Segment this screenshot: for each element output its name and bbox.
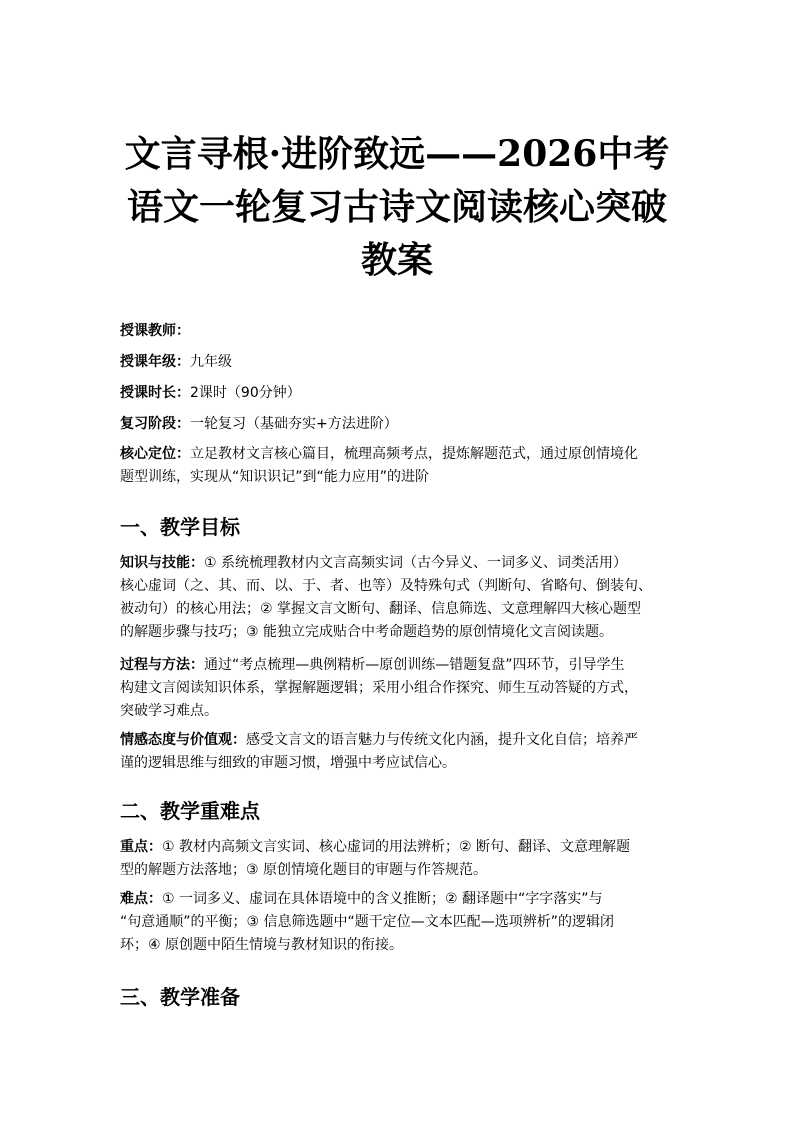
difficulty-points: [120, 888, 680, 957]
objective-emotion: [120, 729, 680, 775]
meta-teacher: [120, 320, 680, 343]
meta-stage: [120, 413, 680, 436]
difficulty-label: 难点：: [120, 891, 162, 907]
meta-position-line-1: 立足教材文言核心篇目，梳理高频考点，提炼解题范式，通过原创情境化: [190, 446, 638, 462]
process-line-3: 突破学习难点。: [120, 703, 218, 719]
emotion-line-2: 谨的逻辑思维与细致的审题习惯，增强中考应试信心。: [120, 755, 456, 771]
meta-duration-value: 2课时（90分钟）: [190, 385, 301, 401]
meta-duration: [120, 382, 680, 405]
section-heading-key-points: 二、教学重难点: [120, 799, 260, 823]
meta-grade-label: 授课年级：: [120, 354, 190, 370]
knowledge-line-2: 核心虚词（之、其、而、以、于、者、也等）及特殊句式（判断句、省略句、倒装句、: [120, 578, 652, 594]
meta-position-line-2: 题型训练，实现从“知识识记”到“能力应用”的进阶: [120, 469, 430, 485]
meta-grade-value: 九年级: [190, 354, 232, 370]
difficulty-line-1: ① 一词多义、虚词在具体语境中的含义推断；② 翻译题中“字字落实”与: [162, 891, 603, 907]
knowledge-line-1: ① 系统梳理教材内文言高频实词（古今异义、一词多义、词类活用）: [204, 555, 627, 571]
objective-process: [120, 654, 680, 723]
key-label: 重点：: [120, 839, 162, 855]
title-line-2: 语文一轮复习古诗文阅读核心突破: [126, 186, 667, 228]
section-heading-preparation: 三、教学准备: [120, 985, 240, 1009]
knowledge-label: 知识与技能：: [120, 555, 204, 571]
process-line-2: 构建文言阅读知识体系，掌握解题逻辑；采用小组合作探究、师生互动答疑的方式，: [120, 680, 638, 696]
emotion-line-1: 感受文言文的语言魅力与传统文化内涵，提升文化自信；培养严: [246, 732, 638, 748]
title-line-3: 教案: [360, 239, 433, 281]
knowledge-line-3: 被动句）的核心用法；② 掌握文言文断句、翻译、信息筛选、文意理解四大核心题型: [120, 601, 641, 617]
objective-knowledge: [120, 552, 680, 644]
meta-position-label: 核心定位：: [120, 446, 190, 462]
meta-stage-value: 一轮复习（基础夯实+方法进阶）: [190, 416, 398, 432]
difficulty-line-3: 环；④ 原创题中陌生情境与教材知识的衔接。: [120, 937, 403, 953]
meta-grade: [120, 351, 680, 374]
key-line-1: ① 教材内高频文言实词、核心虚词的用法辨析；② 断句、翻译、文意理解题: [162, 839, 631, 855]
process-line-1: 通过“考点梳理—典例精析—原创训练—错题复盘”四环节，引导学生: [204, 657, 625, 673]
page-title: [110, 128, 684, 287]
meta-stage-label: 复习阶段：: [120, 416, 190, 432]
meta-duration-label: 授课时长：: [120, 385, 190, 401]
knowledge-line-4: 的解题步骤与技巧；③ 能独立完成贴合中考命题趋势的原创情境化文言阅读题。: [120, 624, 613, 640]
section-heading-objectives: 一、教学目标: [120, 515, 240, 539]
meta-position: [120, 443, 680, 489]
process-label: 过程与方法：: [120, 657, 204, 673]
difficulty-line-2: “句意通顺”的平衡；③ 信息筛选题中“题干定位—文本匹配—选项辨析”的逻辑闭: [120, 914, 615, 930]
title-line-1: 文言寻根·进阶致远——2026中考: [124, 133, 670, 175]
meta-teacher-label: 授课教师：: [120, 323, 190, 339]
key-line-2: 型的解题方法落地；③ 原创情境化题目的审题与作答规范。: [120, 862, 487, 878]
key-points: [120, 836, 680, 882]
emotion-label: 情感态度与价值观：: [120, 732, 246, 748]
